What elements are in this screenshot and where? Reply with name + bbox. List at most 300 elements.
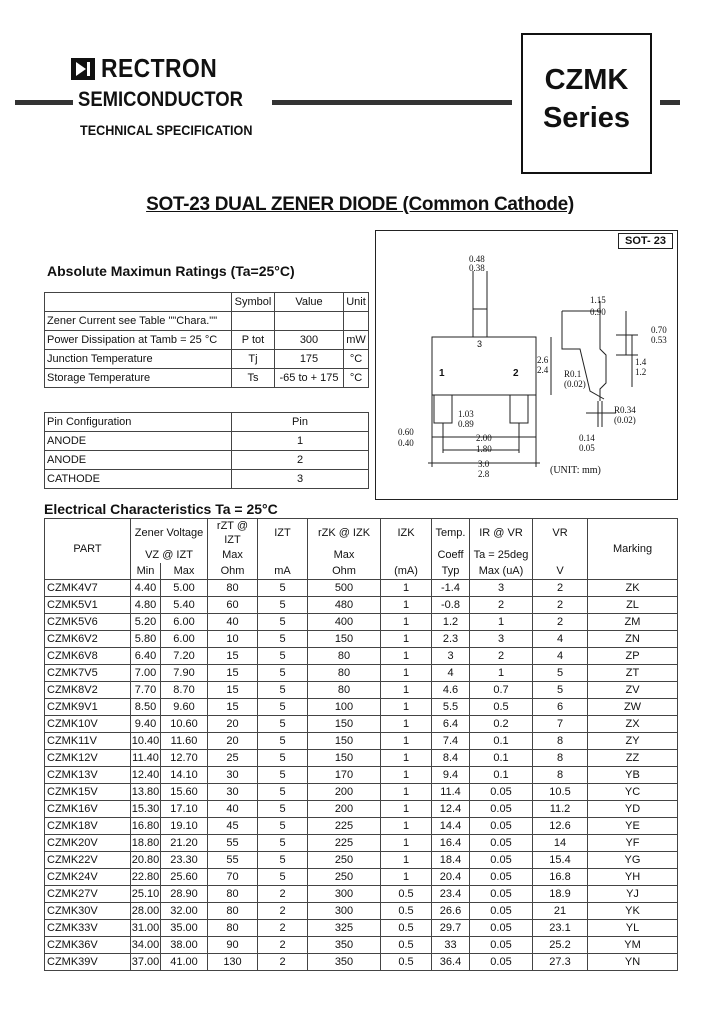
table-cell: Marking: [588, 519, 678, 580]
table-cell: Ohm: [208, 563, 258, 580]
dim-label: R0.34: [614, 405, 636, 415]
table-cell: 9.40: [131, 716, 161, 733]
table-cell: 11.60: [161, 733, 208, 750]
table-cell: 1: [381, 835, 432, 852]
table-cell: mW: [344, 331, 369, 350]
table-cell: 8: [533, 733, 588, 750]
table-cell: 55: [208, 835, 258, 852]
table-cell: 1: [470, 614, 533, 631]
table-cell: Coeff: [432, 547, 470, 563]
table-cell: 30: [208, 767, 258, 784]
table-cell: ZY: [588, 733, 678, 750]
table-cell: CZMK22V: [45, 852, 131, 869]
table-cell: 2.3: [432, 631, 470, 648]
table-cell: CZMK5V6: [45, 614, 131, 631]
table-cell: YJ: [588, 886, 678, 903]
dim-label: 0.05: [579, 443, 595, 453]
table-cell: 7.00: [131, 665, 161, 682]
series-name: CZMK: [544, 64, 629, 96]
table-cell: IZK: [381, 519, 432, 548]
table-cell: IR @ VR: [470, 519, 533, 548]
table-cell: 4: [533, 631, 588, 648]
table-row: [45, 733, 678, 750]
table-cell: Symbol: [232, 293, 275, 312]
table-cell: 37.00: [131, 954, 161, 971]
table-cell: -0.8: [432, 597, 470, 614]
table-cell: °C: [344, 350, 369, 369]
table-cell: 7.70: [131, 682, 161, 699]
pin-label: 1: [439, 368, 445, 379]
table-cell: Max: [308, 547, 381, 563]
table-cell: Temp.: [432, 519, 470, 548]
brand-name: RECTRON: [101, 53, 218, 83]
table-cell: Ohm: [308, 563, 381, 580]
dim-label: 1.03: [458, 409, 474, 419]
table-cell: 20.4: [432, 869, 470, 886]
table-cell: 2: [258, 954, 308, 971]
table-cell: [533, 547, 588, 563]
table-cell: ZN: [588, 631, 678, 648]
table-cell: 80: [208, 886, 258, 903]
table-cell: 1: [381, 767, 432, 784]
table-cell: 0.5: [381, 954, 432, 971]
table-cell: [381, 547, 432, 563]
dim-label: 2.00: [476, 433, 492, 443]
division-name: SEMICONDUCTOR: [78, 88, 243, 111]
table-cell: CZMK15V: [45, 784, 131, 801]
table-cell: 2: [258, 886, 308, 903]
table-cell: 1: [232, 432, 369, 451]
table-cell: 170: [308, 767, 381, 784]
table-cell: ZX: [588, 716, 678, 733]
table-cell: 8.50: [131, 699, 161, 716]
table-cell: 80: [308, 682, 381, 699]
table-cell: 15: [208, 648, 258, 665]
table-cell: 150: [308, 716, 381, 733]
table-cell: IZT: [258, 519, 308, 548]
table-cell: Junction Temperature: [45, 350, 232, 369]
table-cell: 12.4: [432, 801, 470, 818]
table-cell: 5: [258, 699, 308, 716]
table-cell: 0.05: [470, 903, 533, 920]
table-cell: 0.05: [470, 801, 533, 818]
table-cell: 0.2: [470, 716, 533, 733]
table-cell: 5: [258, 767, 308, 784]
table-cell: CZMK9V1: [45, 699, 131, 716]
table-cell: 0.5: [381, 937, 432, 954]
table-cell: 36.4: [432, 954, 470, 971]
table-cell: 15: [208, 665, 258, 682]
table-row: [45, 954, 678, 971]
table-cell: 15.4: [533, 852, 588, 869]
table-cell: 27.3: [533, 954, 588, 971]
table-cell: YD: [588, 801, 678, 818]
dim-label: (0.02): [564, 379, 586, 389]
table-cell: CZMK39V: [45, 954, 131, 971]
dim-label: 0.60: [398, 427, 414, 437]
package-outline-diagram: [376, 231, 676, 499]
dim-label: 2.4: [537, 365, 549, 375]
table-cell: 18.4: [432, 852, 470, 869]
table-cell: 23.4: [432, 886, 470, 903]
table-cell: 41.00: [161, 954, 208, 971]
table-cell: 0.1: [470, 750, 533, 767]
table-cell: 325: [308, 920, 381, 937]
table-header-row: [45, 547, 678, 563]
table-cell: 10: [208, 631, 258, 648]
dim-label: 2.6: [537, 355, 549, 365]
table-cell: 5.40: [161, 597, 208, 614]
table-cell: 0.5: [381, 886, 432, 903]
table-row: [45, 869, 678, 886]
table-cell: 100: [308, 699, 381, 716]
table-row: [45, 470, 369, 489]
table-cell: 1: [381, 580, 432, 597]
table-cell: 70: [208, 869, 258, 886]
table-cell: °C: [344, 369, 369, 388]
table-cell: 11.40: [131, 750, 161, 767]
table-cell: ZP: [588, 648, 678, 665]
table-cell: 5: [258, 869, 308, 886]
table-cell: 80: [208, 920, 258, 937]
table-cell: 7: [533, 716, 588, 733]
table-cell: YE: [588, 818, 678, 835]
table-row: [45, 716, 678, 733]
table-cell: YG: [588, 852, 678, 869]
table-cell: 1: [381, 733, 432, 750]
table-cell: 4.40: [131, 580, 161, 597]
table-row: [45, 937, 678, 954]
header-rule-right: [272, 100, 512, 105]
table-row: [45, 903, 678, 920]
table-cell: YC: [588, 784, 678, 801]
table-cell: CZMK6V2: [45, 631, 131, 648]
table-cell: 35.00: [161, 920, 208, 937]
table-cell: 31.00: [131, 920, 161, 937]
table-cell: 5: [258, 716, 308, 733]
table-cell: 1: [381, 716, 432, 733]
table-cell: Max: [161, 563, 208, 580]
table-cell: 26.6: [432, 903, 470, 920]
table-cell: 15: [208, 699, 258, 716]
table-cell: 5: [533, 682, 588, 699]
table-cell: 250: [308, 869, 381, 886]
table-row: [45, 767, 678, 784]
table-cell: 14.10: [161, 767, 208, 784]
table-row: [45, 369, 369, 388]
table-cell: 15.60: [161, 784, 208, 801]
table-cell: 5: [258, 750, 308, 767]
table-cell: CZMK30V: [45, 903, 131, 920]
table-cell: 55: [208, 852, 258, 869]
table-cell: 6.40: [131, 648, 161, 665]
table-cell: 8: [533, 750, 588, 767]
table-cell: Tj: [232, 350, 275, 369]
table-cell: [275, 312, 344, 331]
dim-label: 0.48: [469, 254, 485, 264]
table-cell: 38.00: [161, 937, 208, 954]
table-cell: 21: [533, 903, 588, 920]
table-cell: 80: [208, 903, 258, 920]
table-cell: 350: [308, 937, 381, 954]
table-cell: 4.80: [131, 597, 161, 614]
table-cell: rZT @ IZT: [208, 519, 258, 548]
table-cell: 25.60: [161, 869, 208, 886]
table-cell: 5: [258, 580, 308, 597]
table-cell: [258, 547, 308, 563]
table-cell: V: [533, 563, 588, 580]
table-cell: 9.60: [161, 699, 208, 716]
table-cell: Typ: [432, 563, 470, 580]
table-cell: 1: [381, 665, 432, 682]
table-cell: Pin Configuration: [45, 413, 232, 432]
table-cell: CZMK18V: [45, 818, 131, 835]
dim-label: 0.38: [469, 263, 485, 273]
table-cell: (mA): [381, 563, 432, 580]
table-cell: 30: [208, 784, 258, 801]
dim-label: 0.53: [651, 335, 667, 345]
table-cell: 28.90: [161, 886, 208, 903]
table-cell: 2: [470, 597, 533, 614]
series-label: Series: [542, 102, 631, 134]
series-box: [521, 33, 652, 174]
table-cell: 32.00: [161, 903, 208, 920]
table-row: [45, 648, 678, 665]
pin-config-table: [44, 412, 369, 489]
table-cell: YM: [588, 937, 678, 954]
table-cell: 2: [533, 597, 588, 614]
table-cell: 500: [308, 580, 381, 597]
table-cell: 1: [381, 869, 432, 886]
table-cell: 34.00: [131, 937, 161, 954]
table-cell: CZMK7V5: [45, 665, 131, 682]
table-cell: YN: [588, 954, 678, 971]
table-cell: 33: [432, 937, 470, 954]
table-cell: 1: [470, 665, 533, 682]
table-cell: 8.70: [161, 682, 208, 699]
table-cell: Zener Voltage: [131, 519, 208, 548]
table-cell: 14.4: [432, 818, 470, 835]
table-cell: 8: [533, 767, 588, 784]
table-cell: 5: [258, 631, 308, 648]
table-cell: 25: [208, 750, 258, 767]
table-cell: 1.2: [432, 614, 470, 631]
table-cell: 2: [258, 903, 308, 920]
package-tag: SOT- 23: [618, 233, 673, 249]
table-row: [45, 920, 678, 937]
package-drawing: [375, 230, 678, 500]
table-cell: 0.5: [381, 903, 432, 920]
table-cell: 25.2: [533, 937, 588, 954]
table-cell: CZMK36V: [45, 937, 131, 954]
table-cell: 20: [208, 733, 258, 750]
dim-label: 0.70: [651, 325, 667, 335]
table-cell: Power Dissipation at Tamb = 25 °C: [45, 331, 232, 350]
table-row: [45, 451, 369, 470]
table-row: [45, 631, 678, 648]
table-cell: 5: [258, 852, 308, 869]
table-cell: Ts: [232, 369, 275, 388]
table-header-row: [45, 293, 369, 312]
table-cell: 13.80: [131, 784, 161, 801]
table-cell: PART: [45, 519, 131, 580]
table-cell: VZ @ IZT: [131, 547, 208, 563]
table-cell: 15: [208, 682, 258, 699]
table-cell: CZMK11V: [45, 733, 131, 750]
table-cell: 130: [208, 954, 258, 971]
table-cell: 80: [308, 648, 381, 665]
table-cell: Value: [275, 293, 344, 312]
table-cell: 0.05: [470, 784, 533, 801]
table-cell: CZMK24V: [45, 869, 131, 886]
table-cell: 80: [308, 665, 381, 682]
table-row: [45, 350, 369, 369]
table-cell: 0.05: [470, 835, 533, 852]
table-cell: 1: [381, 597, 432, 614]
table-cell: Storage Temperature: [45, 369, 232, 388]
table-cell: 0.05: [470, 886, 533, 903]
table-row: [45, 699, 678, 716]
table-cell: 5: [258, 801, 308, 818]
table-cell: 18.9: [533, 886, 588, 903]
table-cell: 90: [208, 937, 258, 954]
table-cell: 480: [308, 597, 381, 614]
dim-label: 0.89: [458, 419, 474, 429]
table-cell: Max: [208, 547, 258, 563]
pin-label: 3: [477, 339, 483, 349]
table-cell: 9.4: [432, 767, 470, 784]
table-cell: 6: [533, 699, 588, 716]
table-cell: 10.60: [161, 716, 208, 733]
rectron-logo-icon: [71, 58, 95, 80]
table-cell: 0.05: [470, 818, 533, 835]
table-cell: 16.4: [432, 835, 470, 852]
table-cell: CZMK10V: [45, 716, 131, 733]
table-cell: ANODE: [45, 451, 232, 470]
electrical-table: [44, 518, 678, 971]
table-row: [45, 432, 369, 451]
table-cell: 5: [533, 665, 588, 682]
table-cell: 28.00: [131, 903, 161, 920]
table-cell: 40: [208, 614, 258, 631]
table-cell: rZK @ IZK: [308, 519, 381, 548]
table-cell: ZZ: [588, 750, 678, 767]
table-cell: CZMK4V7: [45, 580, 131, 597]
page-title: SOT-23 DUAL ZENER DIODE (Common Cathode): [146, 194, 574, 215]
table-cell: 7.4: [432, 733, 470, 750]
table-cell: 225: [308, 818, 381, 835]
table-cell: 2: [232, 451, 369, 470]
dim-label: 1.15: [590, 295, 606, 305]
table-cell: 15.30: [131, 801, 161, 818]
table-cell: 1: [381, 750, 432, 767]
table-cell: 0.5: [470, 699, 533, 716]
table-cell: 20: [208, 716, 258, 733]
table-cell: CZMK33V: [45, 920, 131, 937]
table-cell: CZMK12V: [45, 750, 131, 767]
table-cell: 12.6: [533, 818, 588, 835]
table-cell: Min: [131, 563, 161, 580]
table-cell: 1: [381, 614, 432, 631]
table-cell: 25.10: [131, 886, 161, 903]
dim-label: 0.90: [590, 307, 606, 317]
dim-label: 1.4: [635, 357, 647, 367]
table-cell: 19.10: [161, 818, 208, 835]
dim-label: 1.2: [635, 367, 647, 377]
table-cell: YB: [588, 767, 678, 784]
table-cell: 3: [232, 470, 369, 489]
table-cell: 6.00: [161, 614, 208, 631]
table-cell: 0.5: [381, 920, 432, 937]
table-cell: 20.80: [131, 852, 161, 869]
table-cell: 0.05: [470, 869, 533, 886]
table-cell: 1: [381, 818, 432, 835]
table-cell: 29.7: [432, 920, 470, 937]
table-cell: 23.1: [533, 920, 588, 937]
table-cell: 0.05: [470, 954, 533, 971]
table-cell: 5: [258, 614, 308, 631]
table-header-row: [45, 519, 678, 548]
table-cell: P tot: [232, 331, 275, 350]
table-cell: Ta = 25deg: [470, 547, 533, 563]
table-cell: mA: [258, 563, 308, 580]
table-row: [45, 784, 678, 801]
dim-label: (0.02): [614, 415, 636, 425]
table-cell: 1: [381, 682, 432, 699]
table-cell: 5.80: [131, 631, 161, 648]
table-cell: 4.6: [432, 682, 470, 699]
table-cell: 300: [275, 331, 344, 350]
table-cell: 11.2: [533, 801, 588, 818]
table-row: [45, 801, 678, 818]
table-cell: 7.90: [161, 665, 208, 682]
table-cell: 1: [381, 699, 432, 716]
table-cell: 5: [258, 733, 308, 750]
table-cell: 0.05: [470, 852, 533, 869]
table-cell: 3: [432, 648, 470, 665]
table-row: [45, 312, 369, 331]
table-row: [45, 886, 678, 903]
table-cell: -1.4: [432, 580, 470, 597]
table-cell: 12.40: [131, 767, 161, 784]
table-cell: 5.5: [432, 699, 470, 716]
table-header-row: [45, 413, 369, 432]
table-cell: ZM: [588, 614, 678, 631]
table-cell: 80: [208, 580, 258, 597]
table-cell: 5: [258, 835, 308, 852]
abs-max-heading: Absolute Maximun Ratings (Ta=25°C): [47, 263, 295, 279]
table-cell: YL: [588, 920, 678, 937]
table-cell: 5: [258, 682, 308, 699]
dim-label: 2.8: [478, 469, 490, 479]
table-row: [45, 835, 678, 852]
table-cell: CZMK6V8: [45, 648, 131, 665]
table-cell: ZL: [588, 597, 678, 614]
table-cell: 1: [381, 631, 432, 648]
table-cell: 0.1: [470, 767, 533, 784]
table-cell: Max (uA): [470, 563, 533, 580]
table-cell: Pin: [232, 413, 369, 432]
table-cell: [232, 312, 275, 331]
table-cell: 2: [258, 937, 308, 954]
table-cell: 3: [470, 580, 533, 597]
abs-max-table: [44, 292, 369, 388]
table-cell: ZW: [588, 699, 678, 716]
table-cell: ZV: [588, 682, 678, 699]
table-cell: 16.8: [533, 869, 588, 886]
table-cell: 8.4: [432, 750, 470, 767]
table-cell: 23.30: [161, 852, 208, 869]
